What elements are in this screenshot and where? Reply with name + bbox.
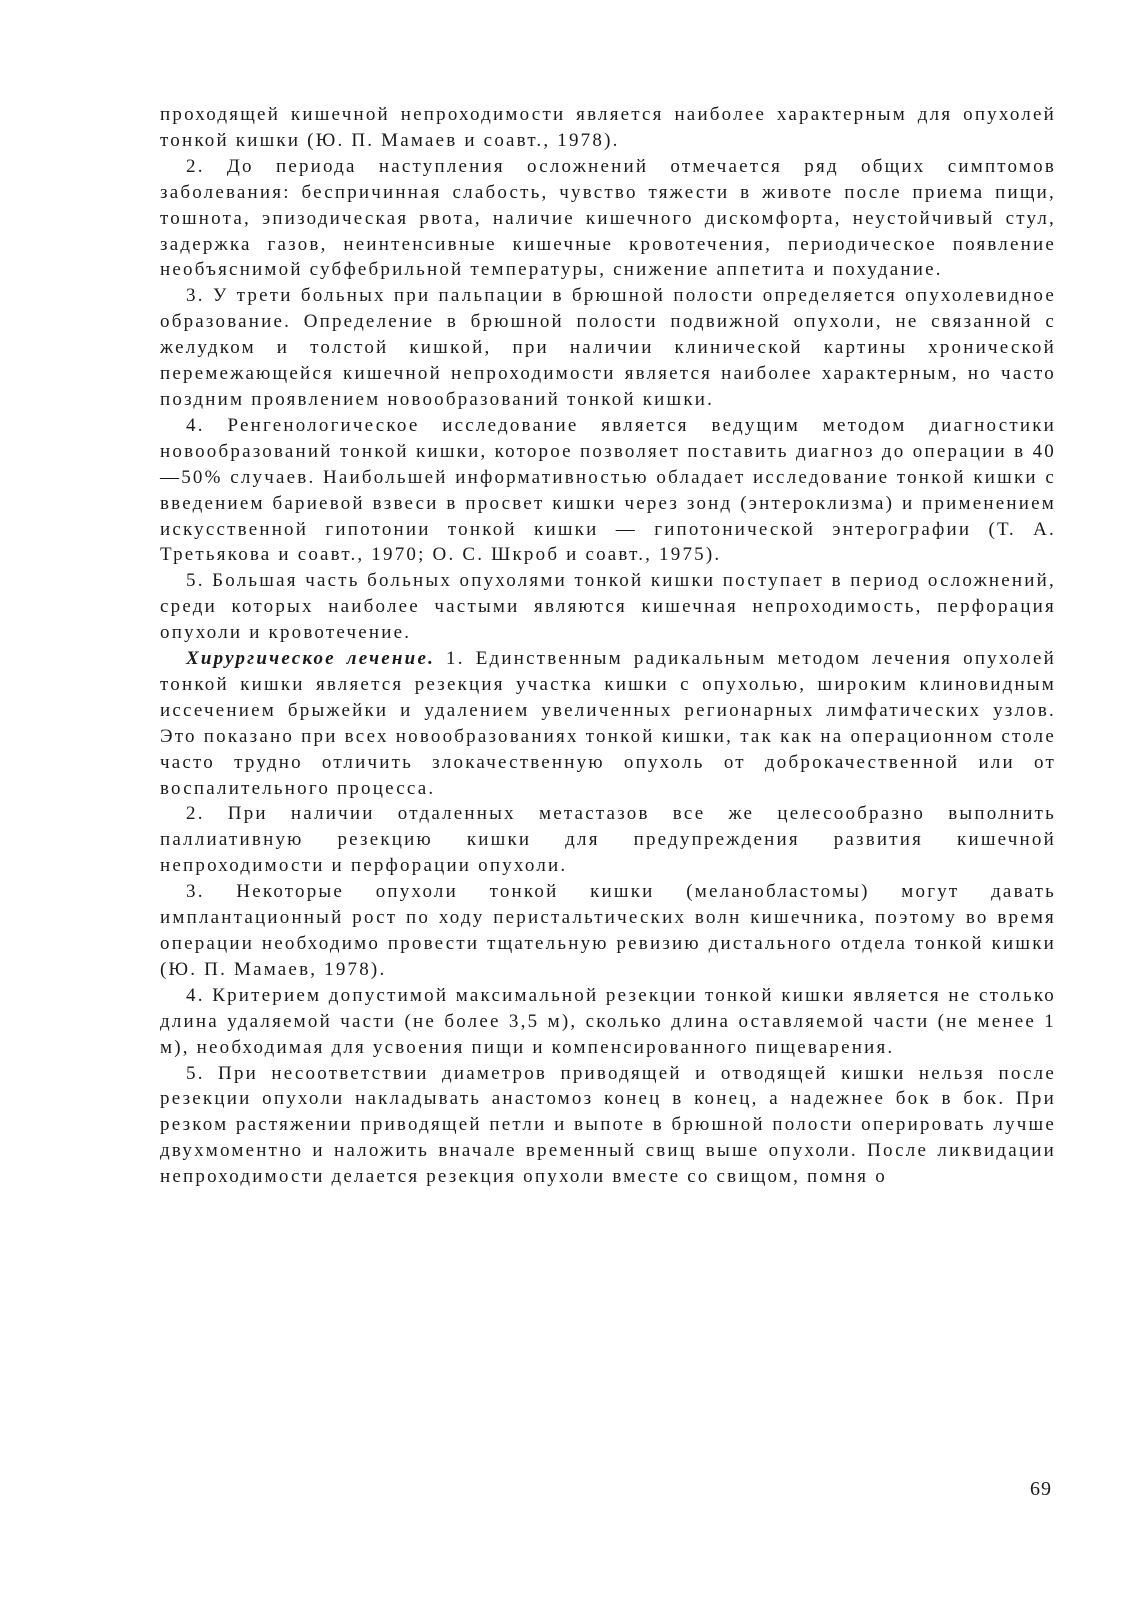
- section-heading-surgical-treatment: Хирургическое лечение.: [186, 648, 436, 670]
- paragraph-surgical-treatment: [160, 646, 1056, 801]
- paragraph-resection-criteria: 4. Критерием допустимой максимальной резекции тонкой кишки является не столько длина удаляемой части (не более 3,5 м), сколько длина оставляемой части (не менее 1 м), необходимая для усвоения пищи и компенсированного пищеварения.: [160, 984, 1056, 1058]
- body-text: [160, 102, 1056, 1190]
- paragraph-complications: 5. Большая часть больных опухолями тонкой кишки поступает в период осложнений, среди которых наиболее частыми являются кишечная непроходимость, перфорация опухоли и кровотечение.: [160, 570, 1056, 644]
- paragraph-surgical-treatment-text: 1. Единственным радикальным методом лечения опухолей тонкой кишки является резекция участка кишки с опухолью, широким клиновидным иссечением брыжейки и удалением увеличенных регионарных лимфатических узлов. Это показано при всех новообразованиях тонкой кишки, так как на операционном столе часто трудно отличить злокачественную опухоль от доброкачественной или от воспалительного процесса.: [160, 648, 1056, 799]
- paragraph-radiology: 4. Ренгенологическое исследование является ведущим методом диагностики новообразований тонкой кишки, которое позволяет поставить диагноз до операции в 40—50% случаев. Наибольшей информативностью обладает исследование тонкой кишки с введением бариевой взвеси в просвет кишки через зонд (энтероклизма) и применением искусственной гипотонии тонкой кишки — гипотонической энтерографии (Т. А. Третьякова и соавт., 1970; О. С. Шкроб и соавт., 1975).: [160, 414, 1056, 566]
- page-number: 69: [1030, 1478, 1052, 1500]
- paragraph-general-symptoms: 2. До периода наступления осложнений отмечается ряд общих симптомов заболевания: беспричинная слабость, чувство тяжести в животе после приема пищи, тошнота, эпизодическая рвота, наличие кишечного дискомфорта, неустойчивый стул, задержка газов, неинтенсивные кишечные кровотечения, периодическое появление необъяснимой субфебрильной температуры, снижение аппетита и похудание.: [160, 155, 1056, 281]
- paragraph-continuation: проходящей кишечной непроходимости является наиболее характерным для опухолей тонкой кишки (Ю. П. Мамаев и соавт., 1978).: [160, 104, 1056, 151]
- paragraph-melanoblastoma: 3. Некоторые опухоли тонкой кишки (меланобластомы) могут давать имплантационный рост по ходу перистальтических волн кишечника, поэтому во время операции необходимо провести тщательную ревизию дистального отдела тонкой кишки (Ю. П. Мамаев, 1978).: [160, 881, 1056, 980]
- paragraph-palpation: 3. У трети больных при пальпации в брюшной полости определяется опухолевидное образование. Определение в брюшной полости подвижной опухоли, не связанной с желудком и толстой кишкой, при наличии клинической картины хронической перемежающейся кишечной непроходимости является наиболее характерным, но часто поздним проявлением новообразований тонкой кишки.: [160, 285, 1056, 410]
- paragraph-anastomosis: 5. При несоответствии диаметров приводящей и отводящей кишки нельзя после резекции опухоли накладывать анастомоз конец в конец, а надежнее бок в бок. При резком растяжении приводящей петли и выпоте в брюшной полости оперировать лучше двухмоментно и наложить вначале временный свищ выше опухоли. После ликвидации непроходимости делается резекция опухоли вместе со свищом, помня о: [160, 1062, 1056, 1188]
- paragraph-palliative-resection: 2. При наличии отдаленных метастазов все же целесообразно выполнить паллиативную резекцию кишки для предупреждения развития кишечной непроходимости и перфорации опухоли.: [160, 803, 1056, 877]
